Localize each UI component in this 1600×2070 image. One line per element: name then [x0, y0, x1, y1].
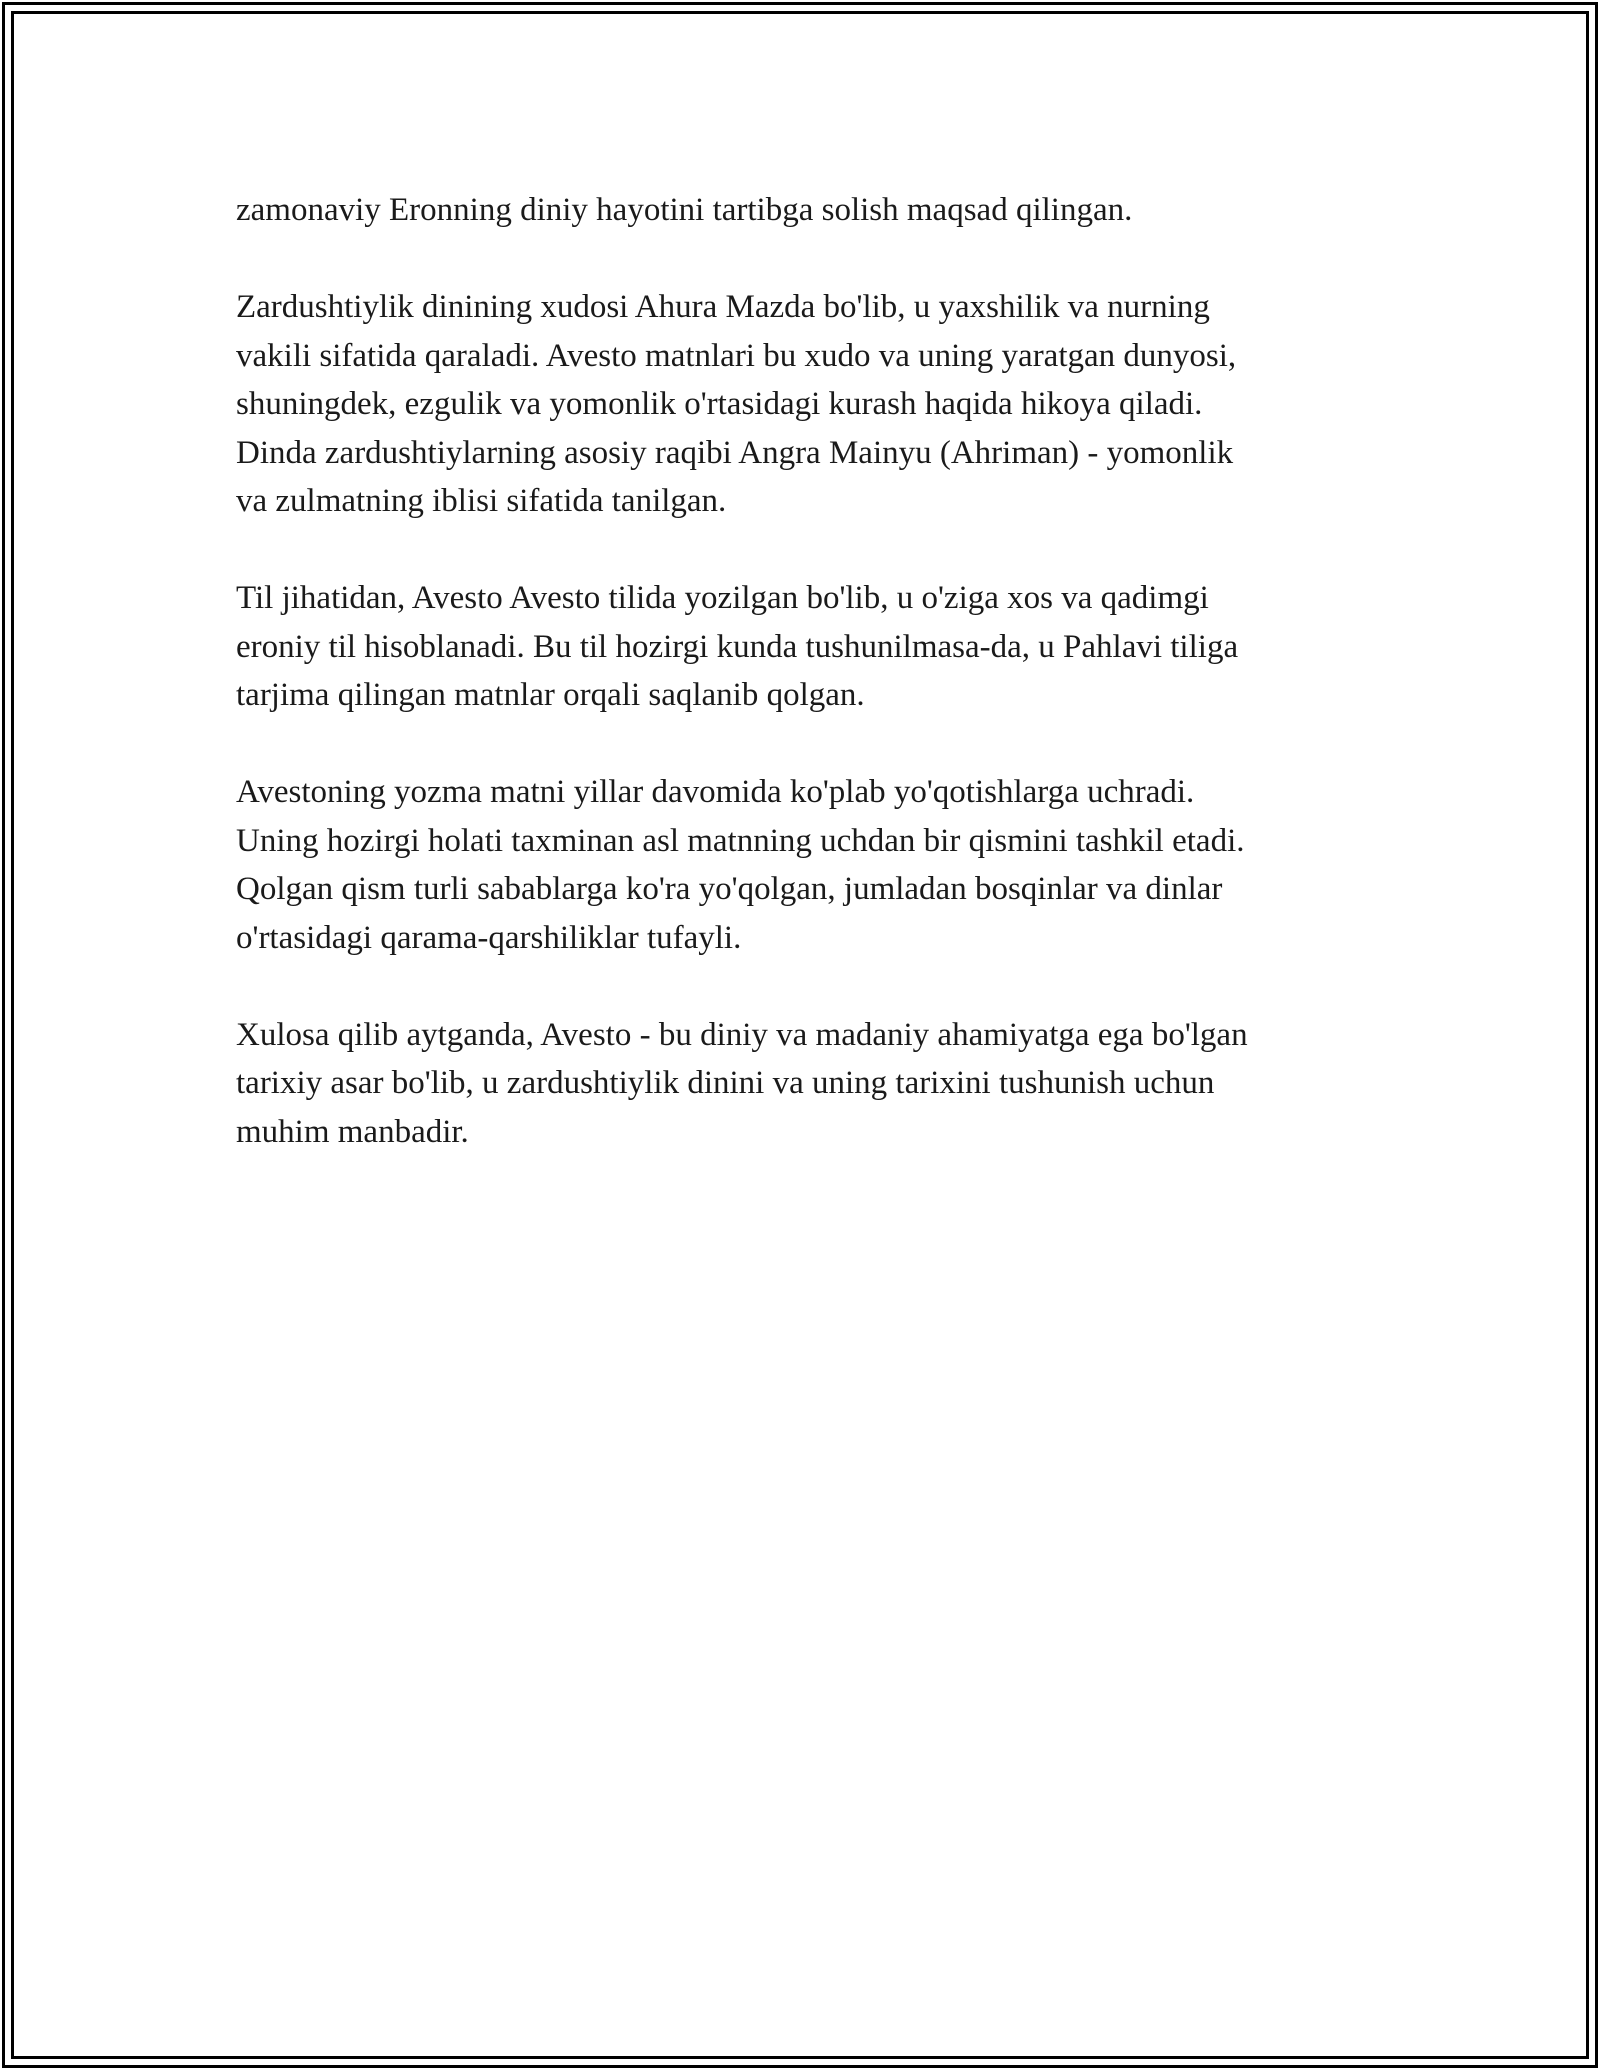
paragraph-3	[236, 574, 1376, 720]
paragraph-2	[236, 283, 1376, 526]
text-line: Til jihatidan, Avesto Avesto tilida yozilgan bo'lib, u o'ziga xos va qadimgi	[236, 580, 1209, 616]
text-line: shuningdek, ezgulik va yomonlik o'rtasidagi kurash haqida hikoya qiladi.	[236, 386, 1203, 422]
text-line: Qolgan qism turli sabablarga ko'ra yo'qolgan, jumladan bosqinlar va dinlar	[236, 871, 1223, 907]
text-line: Zardushtiylik dinining xudosi Ahura Mazda bo'lib, u yaxshilik va nurning	[236, 289, 1210, 325]
text-line: va zulmatning iblisi sifatida tanilgan.	[236, 483, 727, 519]
text-line: muhim manbadir.	[236, 1113, 469, 1150]
text-line: Uning hozirgi holati taxminan asl matnning uchdan bir qismini tashkil etadi.	[236, 822, 1245, 859]
text-line: tarixiy asar bo'lib, u zardushtiylik dinini va uning tarixini tushunish uchun	[236, 1065, 1215, 1101]
paragraph-5	[236, 1011, 1376, 1157]
text-line: zamonaviy Eronning diniy hayotini tartibga solish maqsad qilingan.	[236, 192, 1133, 228]
paragraph-1	[236, 186, 1376, 235]
text-line: eroniy til hisoblanadi. Bu til hozirgi kunda tushunilmasa-da, u Pahlavi tiliga	[236, 628, 1239, 665]
text-line: Xulosa qilib aytganda, Avesto - bu diniy va madaniy ahamiyatga ega bo'lgan	[236, 1016, 1248, 1053]
text-line: vakili sifatida qaraladi. Avesto matnlari bu xudo va uning yaratgan dunyosi,	[236, 337, 1237, 374]
document-body	[236, 186, 1376, 1205]
text-line: Avestoning yozma matni yillar davomida ko'plab yo'qotishlarga uchradi.	[236, 774, 1195, 810]
text-line: tarjima qilingan matnlar orqali saqlanib qolgan.	[236, 677, 865, 713]
text-line: o'rtasidagi qarama-qarshiliklar tufayli.	[236, 919, 742, 956]
paragraph-4	[236, 768, 1376, 962]
text-line: Dinda zardushtiylarning asosiy raqibi Angra Mainyu (Ahriman) - yomonlik	[236, 434, 1234, 471]
